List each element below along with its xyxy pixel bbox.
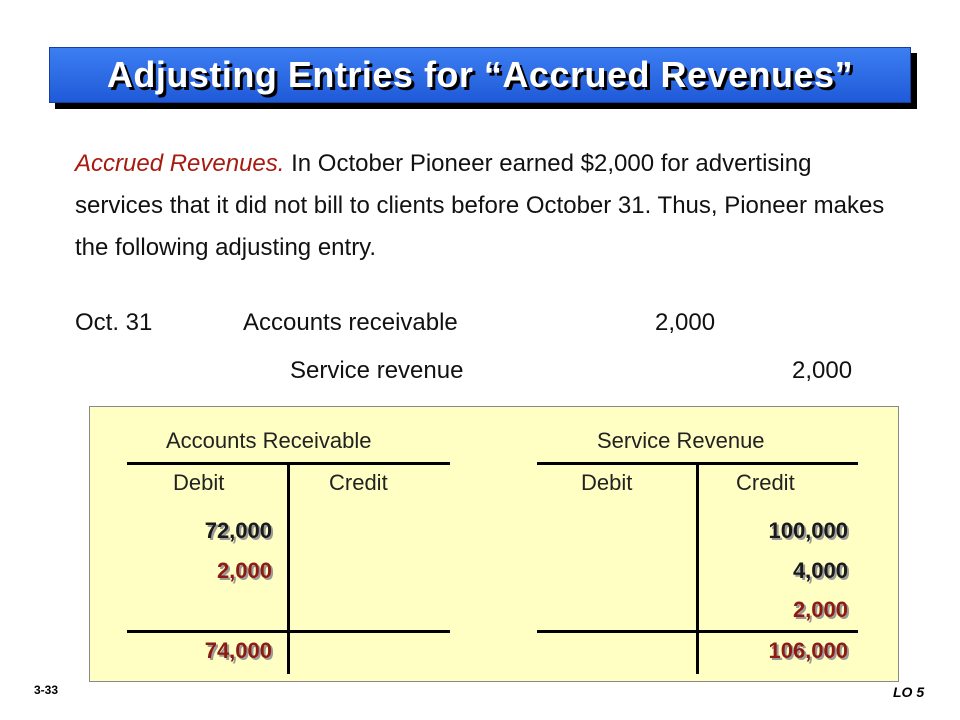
t-account-credit-entry: 4,000 — [792, 558, 848, 583]
t-account-credit-entry: 100,000 — [768, 518, 848, 543]
t-account-debit-label-sr: Debit — [581, 470, 633, 495]
slide-title: Adjusting Entries for “Accrued Revenues” — [106, 54, 854, 95]
intro-paragraph — [75, 143, 895, 269]
t-account-balance-sr: 106,000 — [768, 638, 848, 663]
t-account-total-line-ar — [127, 630, 450, 633]
entry-credit-account: Service revenue — [290, 357, 464, 384]
entry-debit-amount: 2,000 — [655, 309, 716, 336]
learning-objective: LO 5 — [893, 684, 925, 700]
slide-number: 3-33 — [34, 683, 59, 697]
entry-date: Oct. 31 — [75, 309, 153, 336]
title-bar — [49, 47, 911, 103]
t-account-total-line-sr — [537, 630, 858, 633]
paragraph-lead: Accrued Revenues. — [75, 150, 285, 177]
t-account-balance-ar: 74,000 — [204, 638, 272, 663]
paragraph-body: In October Pioneer earned $2,000 for advertising services that it did not bill to clients before October 31. Thus, Pioneer makes the following adjusting entry. — [75, 150, 885, 261]
t-account-credit-label-sr: Credit — [736, 470, 795, 495]
entry-credit-amount: 2,000 — [792, 357, 853, 384]
t-account-center-line-ar — [287, 465, 290, 674]
t-account-credit-entry: 2,000 — [792, 597, 848, 622]
t-account-title-ar: Accounts Receivable — [166, 428, 372, 453]
t-account-center-line-sr — [696, 465, 699, 674]
t-account-debit-entry: 2,000 — [216, 558, 272, 583]
t-account-credit-label-ar: Credit — [329, 470, 388, 495]
t-account-debit-entry: 72,000 — [204, 518, 272, 543]
entry-debit-account: Accounts receivable — [243, 309, 458, 336]
t-account-title-sr: Service Revenue — [597, 428, 765, 453]
t-account-debit-label-ar: Debit — [173, 470, 225, 495]
